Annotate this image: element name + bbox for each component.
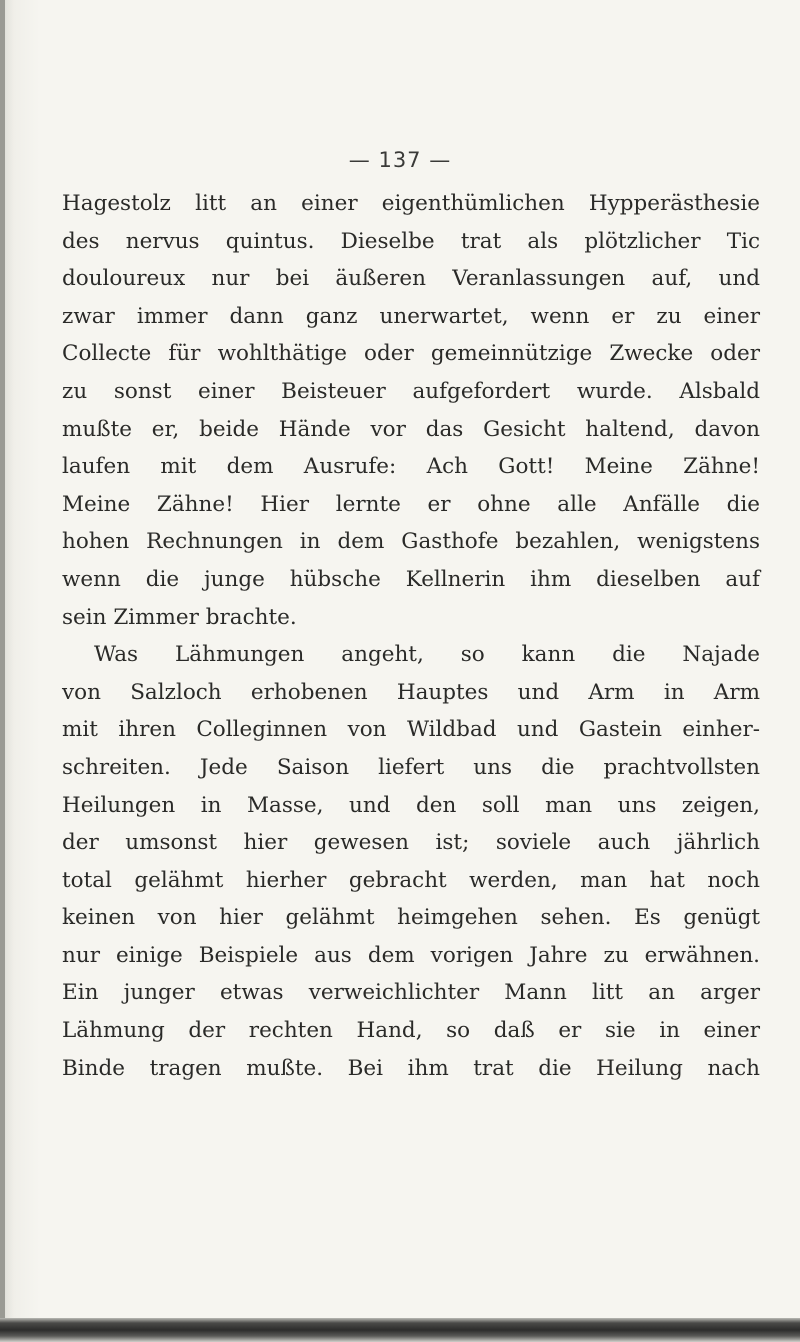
text-line: keinen von hier gelähmt heimgehen sehen. Es genügt [62, 905, 760, 931]
text-line: douloureux nur bei äußeren Veranlassungen auf, und [62, 266, 760, 292]
scan-bottom-edge [0, 1318, 800, 1342]
text-line: Ein junger etwas verweichlichter Mann litt an arger [62, 980, 760, 1006]
text-line: des nervus quintus. Dieselbe trat als plötzlicher Tic [62, 228, 760, 254]
text-line: Heilungen in Masse, und den soll man uns zeigen, [62, 792, 760, 818]
text-line: Hagestolz litt an einer eigenthümlichen Hypperästhesie [62, 191, 760, 216]
text-line: mußte er, beide Hände vor das Gesicht haltend, davon [62, 416, 760, 442]
text-line: von Salzloch erhobenen Hauptes und Arm in Arm [62, 679, 760, 705]
text-line: total gelähmt hierher gebracht werden, man hat noch [62, 867, 760, 893]
text-line: Was Lähmungen angeht, so kann die Najade [94, 642, 760, 668]
text-line: nur einige Beispiele aus dem vorigen Jahre zu erwähnen. [62, 942, 760, 968]
text-line: sein Zimmer brachte. [62, 604, 297, 630]
text-line: hohen Rechnungen in dem Gasthofe bezahlen, wenigstens [62, 529, 760, 555]
text-line: schreiten. Jede Saison liefert uns die prachtvollsten [62, 754, 760, 780]
body-text [62, 185, 760, 1087]
page-gutter [0, 0, 5, 1342]
text-line: Lähmung der rechten Hand, so daß er sie in einer [62, 1018, 760, 1044]
text-line: laufen mit dem Ausrufe: Ach Gott! Meine Zähne! [62, 454, 760, 480]
text-line: zwar immer dann ganz unerwartet, wenn er zu einer [62, 303, 760, 329]
text-line: zu sonst einer Beisteuer aufgefordert wurde. Alsbald [62, 378, 760, 404]
page-number: — 137 — [348, 148, 452, 172]
text-line: Collecte für wohlthätige oder gemeinnützige Zwecke oder [62, 341, 760, 367]
text-line: Binde tragen mußte. Bei ihm trat die Heilung nach [62, 1055, 760, 1081]
text-line: Meine Zähne! Hier lernte er ohne alle Anfälle die [62, 491, 760, 517]
text-line: wenn die junge hübsche Kellnerin ihm dieselben auf [62, 566, 760, 592]
text-line: mit ihren Colleginnen von Wildbad und Gastein einher- [62, 717, 760, 743]
text-line: der umsonst hier gewesen ist; soviele auch jährlich [62, 830, 760, 856]
